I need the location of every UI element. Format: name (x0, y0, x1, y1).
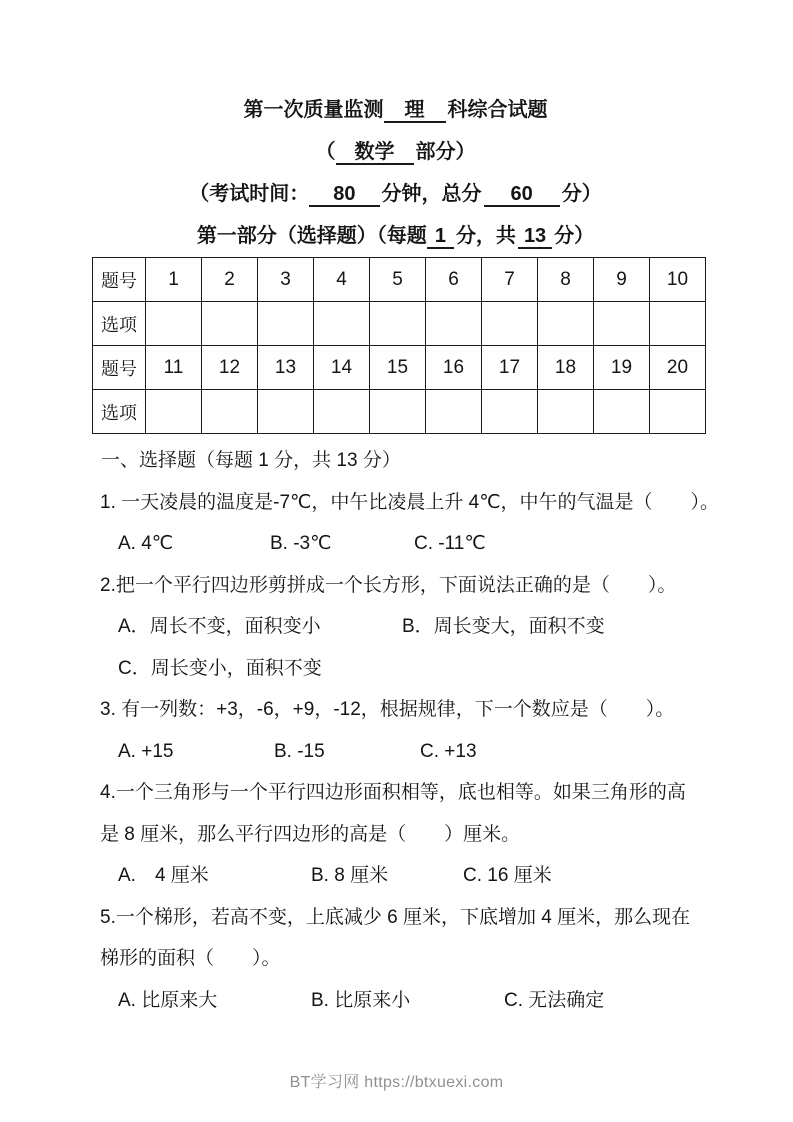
question-number-cell: 14 (314, 346, 370, 390)
exam-total-blank: 60 (484, 183, 560, 207)
exam-title-post: 科综合试题 (447, 99, 548, 121)
part1-total-blank: 13 (518, 225, 552, 249)
choice-cell-empty (370, 390, 426, 434)
choice-row-1 (93, 302, 706, 346)
question-3-text: 3. 有一列数：+3，-6，+9，-12，根据规律，下一个数应是（ ）。 (100, 699, 675, 720)
question-number-cell: 8 (538, 258, 594, 302)
choice-cell-empty (202, 390, 258, 434)
choice-cell-empty (538, 302, 594, 346)
question-1-text: 1. 一天凌晨的温度是-7℃，中午比凌晨上升 4℃，中午的气温是（ ）。 (100, 491, 720, 513)
question-number-cell: 1 (146, 258, 202, 302)
choice-cell-empty (650, 302, 706, 346)
question-5-options (118, 980, 793, 1022)
question-number-cell: 9 (594, 258, 650, 302)
exam-title-pre: 第一次质量监测 (243, 99, 384, 121)
question-number-cell: 2 (202, 258, 258, 302)
question-4-text-line-1: 4.一个三角形与一个平行四边形面积相等，底也相等。如果三角形的高 (100, 782, 686, 803)
question-2-option-c: C．周长变小，面积不变 (118, 657, 322, 679)
part1-mid: 分，共 (455, 225, 516, 247)
subject-blank: 数学 (336, 141, 414, 165)
question-3-options (118, 731, 793, 773)
question-number-cell: 18 (538, 346, 594, 390)
questions-section (0, 440, 793, 1021)
question-number-cell: 15 (370, 346, 426, 390)
question-number-cell: 11 (146, 346, 202, 390)
choice-cell-empty (482, 390, 538, 434)
exam-title-blank: 理 (384, 99, 446, 123)
question-4-text-line-2: 是 8 厘米，那么平行四边形的高是（ ）厘米。 (100, 823, 521, 845)
question-number-cell: 19 (594, 346, 650, 390)
exam-info-pre: （考试时间： (189, 183, 310, 205)
subject-line (0, 131, 793, 173)
row-label-choice: 选项 (93, 302, 146, 346)
exam-info-post: 分） (561, 183, 602, 205)
choice-cell-empty (258, 302, 314, 346)
part1-pre: 第一部分（选择题）（每题 (196, 225, 427, 247)
question-2-options-row-1 (118, 606, 793, 648)
question-1-option-b: B. -3℃ (270, 533, 332, 554)
choice-cell-empty (650, 390, 706, 434)
exam-duration-blank: 80 (309, 183, 379, 207)
answer-sheet-table (92, 257, 706, 434)
question-4-options (118, 855, 793, 897)
choice-cell-empty (594, 390, 650, 434)
question-4-option-b: B. 8 厘米 (311, 865, 389, 886)
exam-info-line (0, 173, 793, 215)
subject-pre: （ (315, 141, 336, 163)
choice-cell-empty (146, 302, 202, 346)
question-2-options-row-2 (118, 648, 793, 690)
choice-cell-empty (482, 302, 538, 346)
question-5-option-a: A. 比原来大 (118, 989, 218, 1011)
question-2-option-a: A．周长不变，面积变小 (118, 616, 321, 637)
subject-post: 部分） (415, 141, 476, 163)
question-5-text-line-1: 5.一个梯形，若高不变，上底减少 6 厘米，下底增加 4 厘米，那么现在 (100, 906, 691, 928)
exam-header (0, 0, 793, 257)
choice-cell-empty (538, 390, 594, 434)
question-1-option-c: C. -11℃ (414, 533, 486, 554)
question-3-option-b: B. -15 (274, 740, 325, 762)
question-1-options (118, 523, 793, 565)
question-3-option-c: C. +13 (420, 740, 477, 762)
exam-info-mid: 分钟，总分 (381, 183, 482, 205)
question-3-option-a: A. +15 (118, 740, 174, 762)
question-number-row-2 (93, 346, 706, 390)
choice-row-2 (93, 390, 706, 434)
question-5-option-b: B. 比原来小 (311, 989, 411, 1011)
choice-cell-empty (594, 302, 650, 346)
question-4-option-a: A. 4 厘米 (118, 865, 209, 886)
choice-cell-empty (314, 390, 370, 434)
footer-watermark: BT学习网 https://btxuexi.com (289, 1074, 504, 1091)
question-5-text-line-2: 梯形的面积（ ）。 (100, 948, 281, 969)
question-number-cell: 12 (202, 346, 258, 390)
question-number-row-1 (93, 258, 706, 302)
question-1-option-a: A. 4℃ (118, 533, 174, 554)
exam-title (0, 89, 793, 131)
question-4-option-c: C. 16 厘米 (463, 865, 552, 886)
row-label-number: 题号 (93, 346, 146, 390)
part1-post: 分） (554, 225, 595, 247)
choice-cell-empty (258, 390, 314, 434)
part1-heading (0, 215, 793, 257)
choice-cell-empty (314, 302, 370, 346)
question-number-cell: 6 (426, 258, 482, 302)
question-number-cell: 16 (426, 346, 482, 390)
question-number-cell: 13 (258, 346, 314, 390)
choice-cell-empty (370, 302, 426, 346)
question-number-cell: 5 (370, 258, 426, 302)
choice-cell-empty (426, 302, 482, 346)
part1-per-question-blank: 1 (427, 225, 454, 249)
choice-cell-empty (146, 390, 202, 434)
question-2-text: 2.把一个平行四边形剪拼成一个长方形，下面说法正确的是（ ）。 (100, 574, 677, 596)
question-number-cell: 10 (650, 258, 706, 302)
question-2-option-b: B．周长变大，面积不变 (402, 616, 605, 637)
row-label-number: 题号 (93, 258, 146, 302)
choice-cell-empty (426, 390, 482, 434)
question-number-cell: 4 (314, 258, 370, 302)
question-number-cell: 3 (258, 258, 314, 302)
question-number-cell: 20 (650, 346, 706, 390)
row-label-choice: 选项 (93, 390, 146, 434)
section-heading: 一、选择题（每题 1 分，共 13 分） (101, 450, 401, 471)
question-number-cell: 17 (482, 346, 538, 390)
choice-cell-empty (202, 302, 258, 346)
question-5-option-c: C. 无法确定 (504, 989, 605, 1011)
question-number-cell: 7 (482, 258, 538, 302)
